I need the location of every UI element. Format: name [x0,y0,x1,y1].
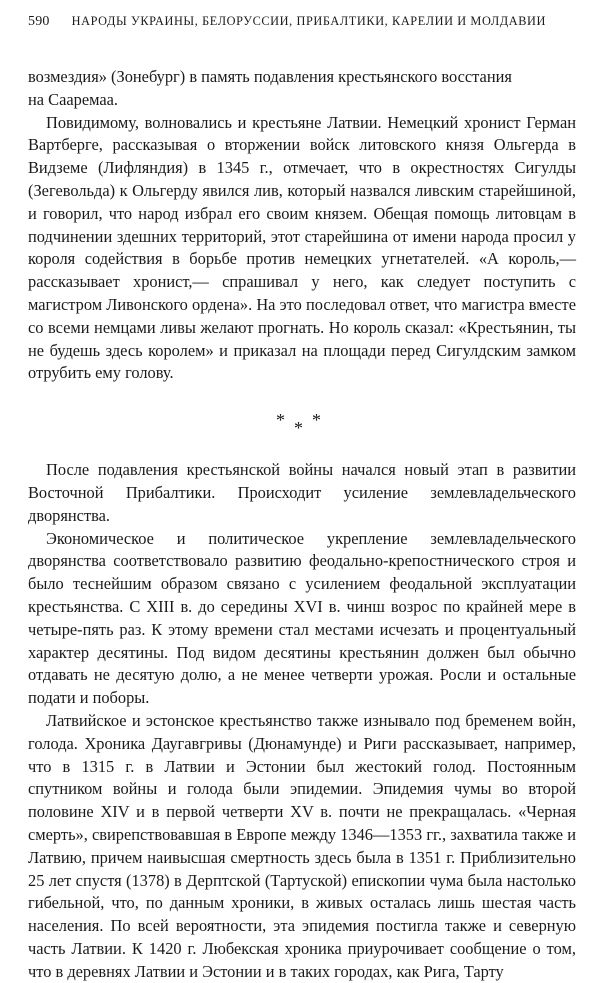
running-title: НАРОДЫ УКРАИНЫ, БЕЛОРУССИИ, ПРИБАЛТИКИ, КАРЕЛИИ И МОЛДАВИИ [71,14,546,28]
paragraph-livonian-elder: Повидимому, волновались и крестьяне Латвии. Немецкий хронист Герман Вартберге, рассказывая о вторжении войск литовского князя Ольгерда в Видземе (Лифляндия) в 1345 г., отмечает, что в окрестностях Сигулды (Зегевольда) к Ольгерду явился лив, который назвался ливским старейшиной, и говорил, что народ избрал его своим князем. Обещая помощь литовцам в подчинении здешних территорий, этот старейшина от имени народа просил у короля содействия в борьбе против немецких угнетателей. «А король,— рассказывает хронист,— спрашивал у него, как следует поступить с магистром Ливонского ордена». На это последовал ответ, что магистра вместе со всеми немцами ливы желают прогнать. Но король сказал: «Крестьянин, ты не будешь здесь королем» и приказал на площади перед Сигулдским замком отрубить ему голову. [28,112,576,383]
paragraph-famine-and-plague: Латвийское и эстонское крестьянство также изнывало под бременем войн, голода. Хроника Даугавгривы (Дюнамунде) и Риги рассказывает, например, что в 1315 г. в Латвии и Эстонии был жестокий голод. Постоянным спутником войны и голода были эпидемии. Эпидемия чумы во второй половине XIV и в первой четверти XV в. почти не прекращалась. «Черная смерть», свирепствовавшая в Европе между 1346—1353 гг., захватила также и Латвию, причем наивысшая смертность здесь была в 1351 г. Приблизительно 25 лет спустя (1378) в Дерптской (Тартуской) епископии чума была настолько гибельной, что, по данным хроники, в живых осталась лишь шестая часть населения. По всей вероятности, эта эпидемия постигла также и северную часть Латвии. К 1420 г. Любекская хроника приурочивает сообщение о том, что в деревнях Латвии и Эстонии и в таких городах, как Рига, Тарту [28,710,576,981]
paragraph-nobility-strengthening: Экономическое и политическое укрепление землевладельческого дворянства соответствовало развитию феодально-крепостнического строя и было теснейшим образом связано с усилением феодальной эксплуатации крестьянства. С XIII в. до середины XVI в. чинш возрос по крайней мере в четыре-пять раз. К этому времени стал местами исчезать и процентуальный характер десятины. Под видом десятины крестьянин должен был обычно отдавать не десятую долю, а не менее четверти урожая. Росли и остальные подати и поборы. [28,528,576,708]
book-page [28,14,576,983]
page-number: 590 [28,14,50,29]
paragraph-continued-line-2: на Сааремаа. [28,89,119,109]
divider-star: * [294,418,303,439]
main-text [28,66,576,983]
paragraph-continued [28,66,576,112]
page-header [28,14,576,42]
divider-star: * [312,410,321,431]
divider-star: * [276,410,285,431]
paragraph-new-stage: После подавления крестьянской войны начался новый этап в развитии Восточной Прибалтики. Происходит усиление землевладельческого дворянства. [28,460,576,525]
paragraph-continued-line-1: возмездия» (Зонебург) в память подавления крестьянского восстания [28,67,512,86]
section-divider [28,385,576,459]
